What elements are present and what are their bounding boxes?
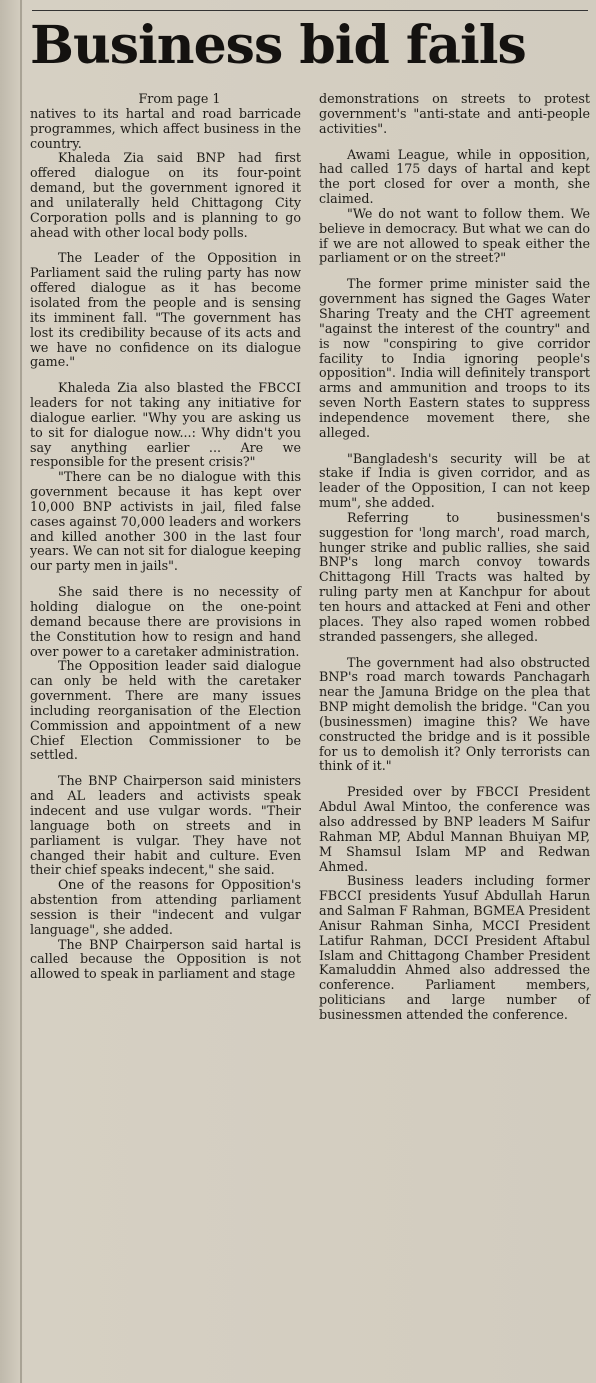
paragraph: "Bangladesh's security will be at stake if India is given corridor, and as leader of the Opposition, I can not keep mum", she added.: [319, 450, 590, 511]
paragraph: Presided over by FBCCI President Abdul Awal Mintoo, the conference was also addressed by BNP leaders M Saifur Rahman MP, Abdul Mannan Bhuiyan MP, M Shamsul Islam MP and Redwan Ahmed.: [319, 784, 590, 874]
paragraph: demonstrations on streets to protest government's "anti-state and anti-people activities".: [319, 91, 590, 136]
right-column: [319, 92, 590, 1023]
paragraph: The BNP Chairperson said hartal is called because the Opposition is not allowed to speak in parliament and stage: [30, 936, 301, 982]
paragraph: She said there is no necessity of holding dialogue on the one-point demand because there are provisions in the Constitution how to resign and hand over power to a caretaker administration.: [30, 584, 301, 659]
jump-line: From page 1: [138, 91, 221, 106]
paragraph: The BNP Chairperson said ministers and AL leaders and activists speak indecent and use vulgar words. "Their language both on streets and in parliament is vulgar. They have not changed their habit and culture. Even their chief speaks indecent," she said.: [30, 773, 301, 878]
paragraph: "There can be no dialogue with this government because it has kept over 10,000 BNP activists in jail, filed false cases against 70,000 leaders and workers and killed another 300 in the last four years. We can not sit for dialogue keeping our party men in jails".: [30, 469, 301, 574]
paragraph: natives to its hartal and road barricade programmes, which affect business in the country.: [30, 105, 301, 151]
paragraph: Referring to businessmen's suggestion for 'long march', road march, hunger strike and public rallies, she said BNP's long march convoy towards Chittagong Hill Tracts was halted by ruling party men at Kanchpur for about ten hours and attacked at Feni and other places. They also raped women robbed stranded passengers, she alleged.: [319, 509, 590, 644]
paragraph: Business leaders including former FBCCI presidents Yusuf Abdullah Harun and Salman F Rahman, BGMEA President Anisur Rahman Sinha, MCCI President Latifur Rahman, DCCI President Aftabul Islam and Chittagong Chamber President Kamaluddin Ahmed also addressed the conference. Parliament members, politicians and large number of businessmen attended the conference.: [319, 873, 590, 1022]
headline: Business bid fails: [30, 15, 526, 76]
paragraph: The government had also obstructed BNP's road march towards Panchagarh near the Jamuna Bridge on the plea that BNP might demolish the bridge. "Can you (businessmen) imagine this? We have constructed the bridge and is it possible for us to demolish it? Only terrorists can think of it.": [319, 654, 590, 774]
paragraph: The former prime minister said the government has signed the Gages Water Sharing Treaty and the CHT agreement "against the interest of the country" and is now "conspiring to give corridor facility to India ignoring people's opposition". India will definitely transport arms and ammunition and troops to its seven North Eastern states to suppress independence movement there, she alleged.: [319, 276, 590, 440]
paragraph: "We do not want to follow them. We believe in democracy. But what we can do if we are not allowed to speak either the parliament or on the street?": [319, 205, 590, 266]
paragraph: Khaleda Zia said BNP had first offered dialogue on its four-point demand, but the government ignored it and unilaterally held Chittagong City Corporation polls and is planning to go ahead with other local body polls.: [30, 150, 301, 240]
page-edge-shadow: [20, 0, 22, 1383]
article-columns: [30, 92, 590, 1023]
paragraph: The Opposition leader said dialogue can only be held with the caretaker government. There are many issues including reorganisation of the Election Commission and appointment of a new Chief Election Commissioner to be settled.: [30, 658, 301, 763]
paragraph: The Leader of the Opposition in Parliament said the ruling party has now offered dialogue as it has become isolated from the people and is sensing its imminent fall. "The government has lost its credibility because of its acts and we have no confidence on its dialogue game.": [30, 250, 301, 370]
paragraph: Khaleda Zia also blasted the FBCCI leaders for not taking any initiative for dialogue earlier. "Why you are asking us to sit for dialogue now...: Why didn't you say anything earlier ... Are we responsible for the present crisis?": [30, 380, 301, 470]
paragraph: Awami League, while in opposition, had called 175 days of hartal and kept the port closed for over a month, she claimed.: [319, 146, 590, 207]
paragraph: One of the reasons for Opposition's abstention from attending parliament session is their "indecent and vulgar language", she added.: [30, 877, 301, 937]
left-column: [30, 92, 301, 1023]
top-rule: [32, 10, 588, 11]
